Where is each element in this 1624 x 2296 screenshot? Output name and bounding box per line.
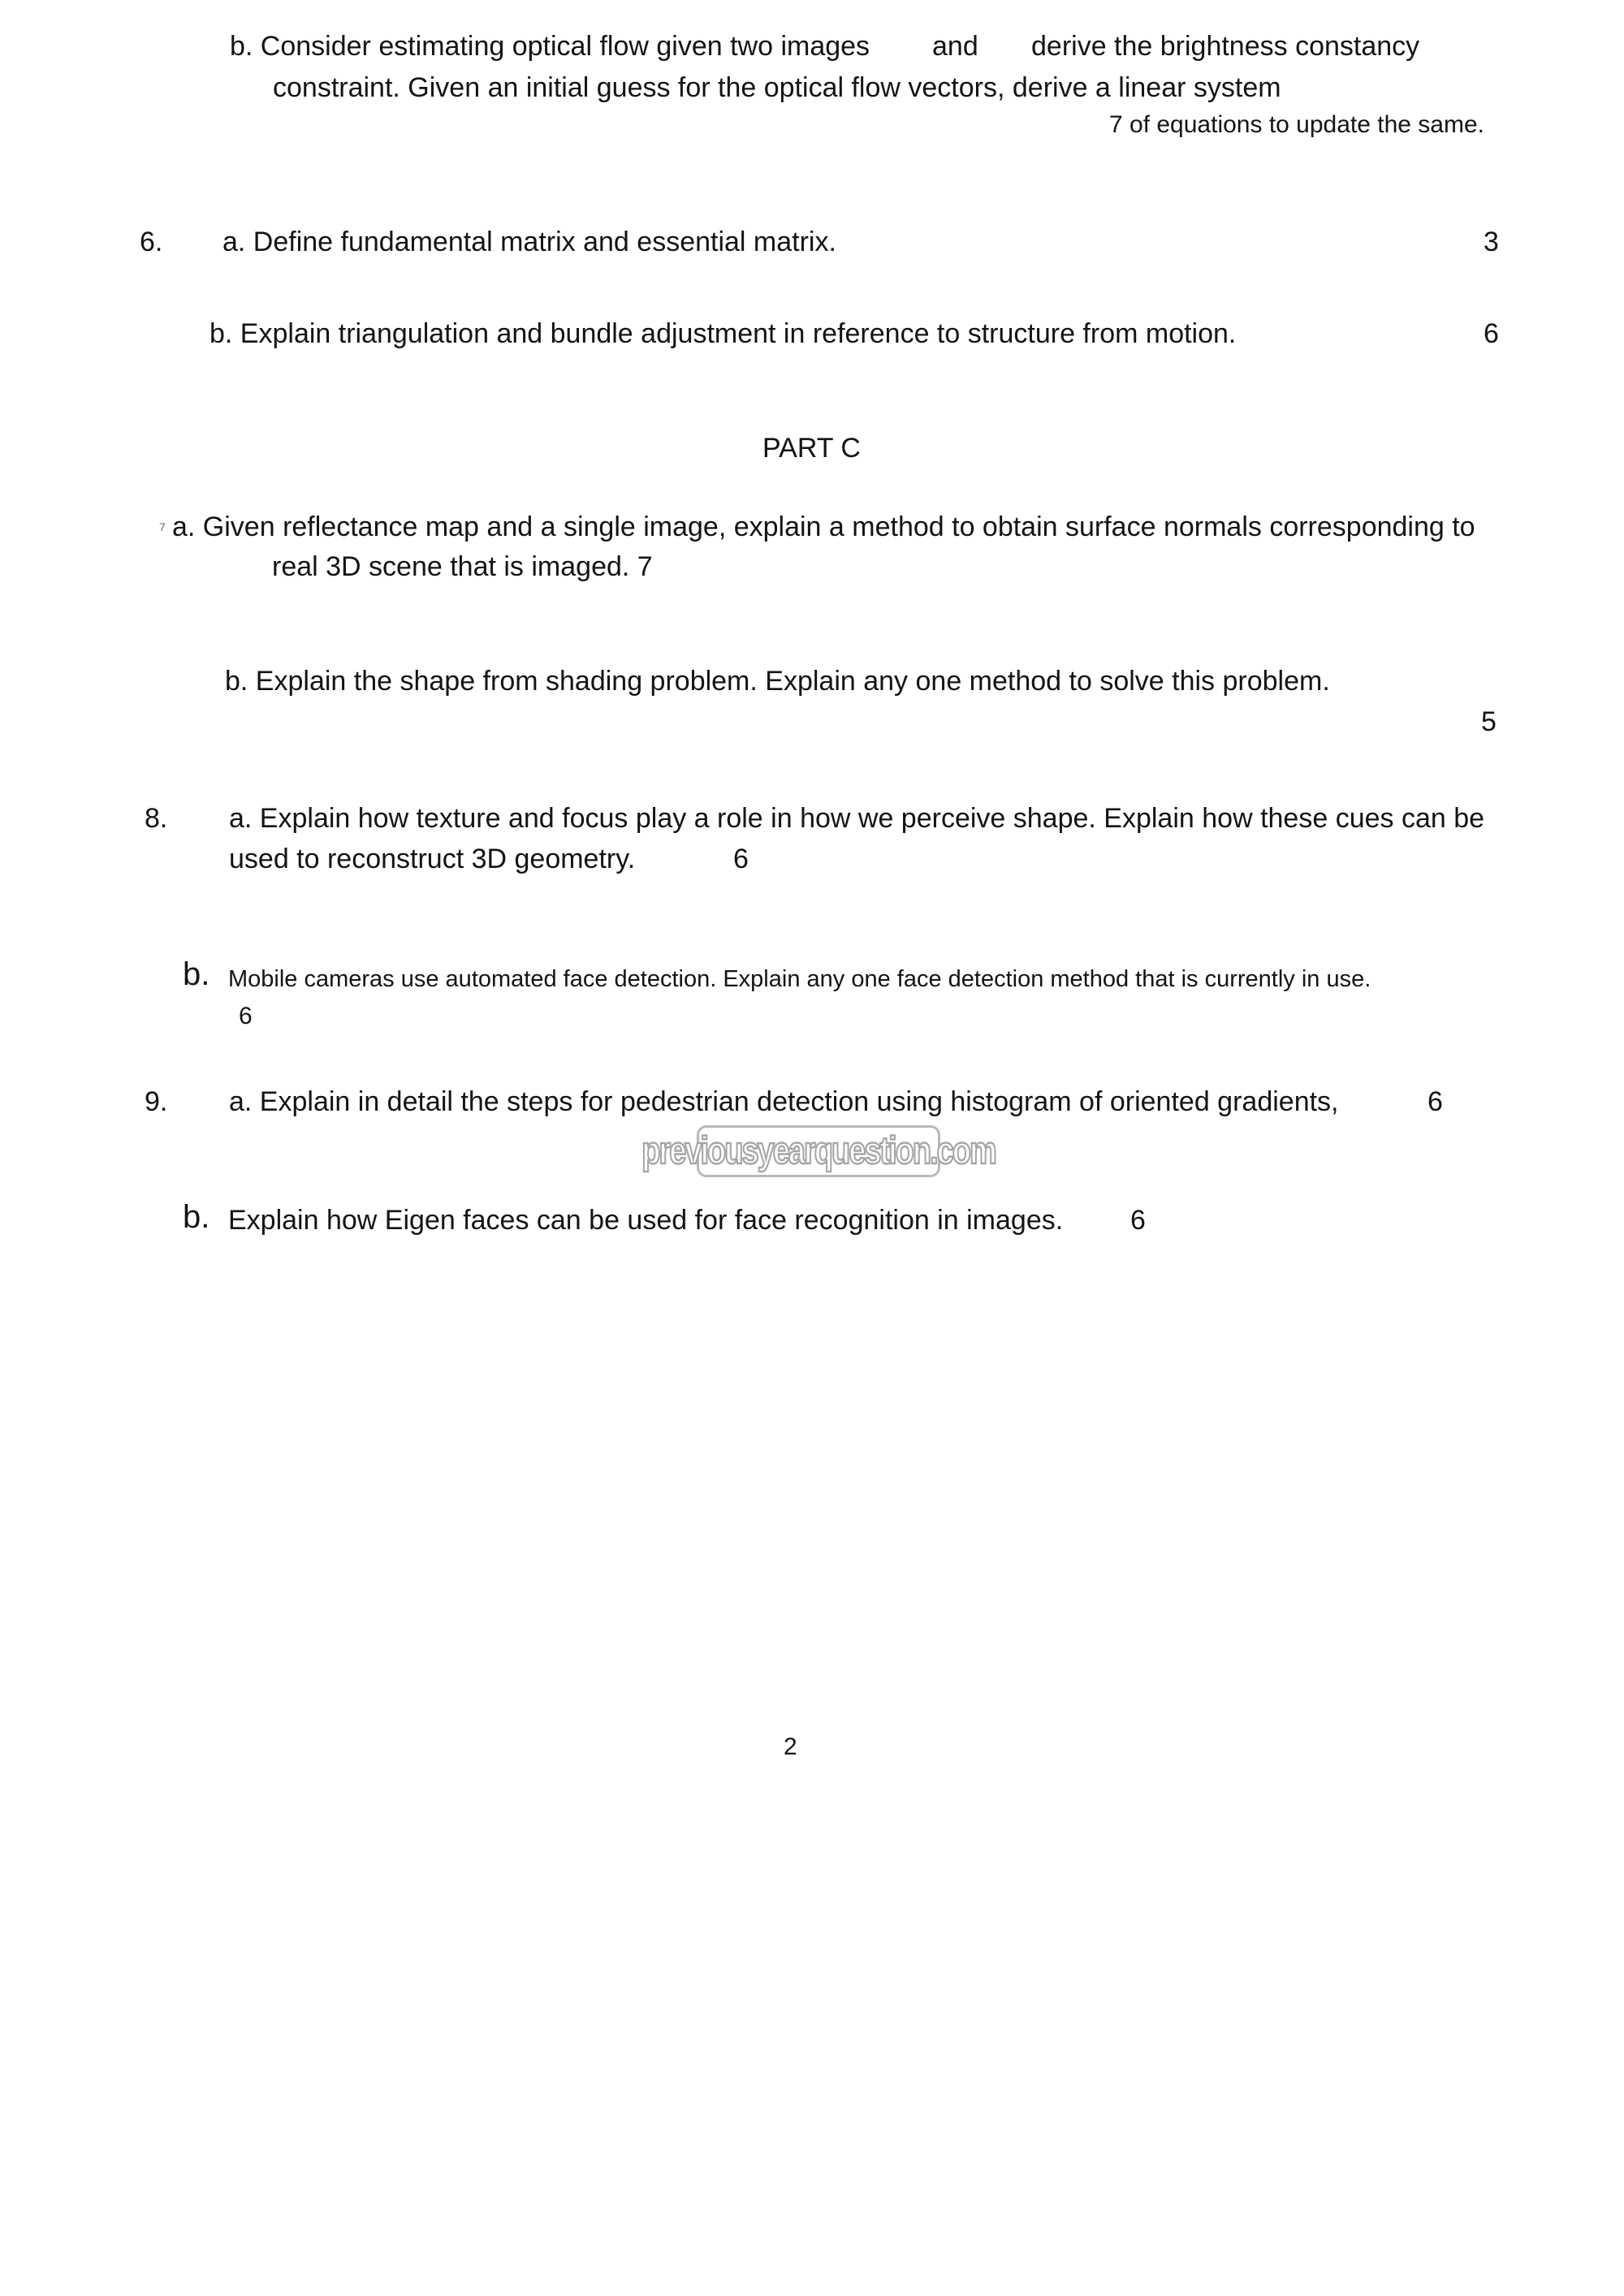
q5-b-line1-suffix: derive the brightness constancy bbox=[1031, 31, 1420, 62]
q9-b-text: Explain how Eigen faces can be used for face recognition in images. bbox=[228, 1205, 1064, 1236]
q9-a-text: a. Explain in detail the steps for pedestrian detection using histogram of oriented gradients, bbox=[229, 1086, 1339, 1117]
q9-b-marks: 6 bbox=[1130, 1205, 1146, 1236]
q6-b-marks: 6 bbox=[1484, 318, 1499, 349]
q5-b-line3: 7 of equations to update the same. bbox=[1109, 111, 1484, 138]
q8-a-marks: 6 bbox=[733, 844, 749, 874]
q9-a-marks: 6 bbox=[1427, 1086, 1443, 1117]
part-c-heading: PART C bbox=[762, 433, 861, 464]
q6-a-text: a. Define fundamental matrix and essential matrix. bbox=[222, 227, 836, 257]
q5-b-line1-prefix: b. Consider estimating optical flow given two images bbox=[230, 31, 870, 62]
q8-b-marks: 6 bbox=[239, 1003, 253, 1029]
page-number: 2 bbox=[784, 1733, 797, 1760]
q5-b-line1-and: and bbox=[932, 31, 978, 62]
q9-number: 9. bbox=[145, 1086, 168, 1117]
q6-number: 6. bbox=[140, 227, 163, 257]
q6-a-marks: 3 bbox=[1484, 227, 1499, 257]
q7-b-text: b. Explain the shape from shading problem. Explain any one method to solve this problem. bbox=[225, 666, 1330, 697]
q9-b-label: b. bbox=[183, 1199, 210, 1235]
q7-a-line2: real 3D scene that is imaged. 7 bbox=[272, 551, 653, 582]
q8-a-line2: used to reconstruct 3D geometry. bbox=[229, 844, 636, 874]
watermark-logo bbox=[641, 1125, 996, 1177]
watermark-text: previousyearquestion.com bbox=[641, 1129, 996, 1172]
q5-b-line2: constraint. Given an initial guess for the optical flow vectors, derive a linear system bbox=[273, 72, 1281, 103]
q8-b-text: Mobile cameras use automated face detection. Explain any one face detection method that is currently in use. bbox=[228, 966, 1371, 992]
q6-b-text: b. Explain triangulation and bundle adjustment in reference to structure from motion. bbox=[209, 318, 1237, 349]
q8-b-label: b. bbox=[183, 956, 210, 992]
q8-number: 8. bbox=[145, 803, 168, 834]
q7-b-marks: 5 bbox=[1481, 706, 1497, 737]
q8-a-line1: a. Explain how texture and focus play a role in how we perceive shape. Explain how these cues can be bbox=[229, 803, 1485, 834]
q7-a-line1: a. Given reflectance map and a single image, explain a method to obtain surface normals corresponding to bbox=[172, 511, 1475, 542]
q7-number: 7 bbox=[159, 520, 166, 533]
